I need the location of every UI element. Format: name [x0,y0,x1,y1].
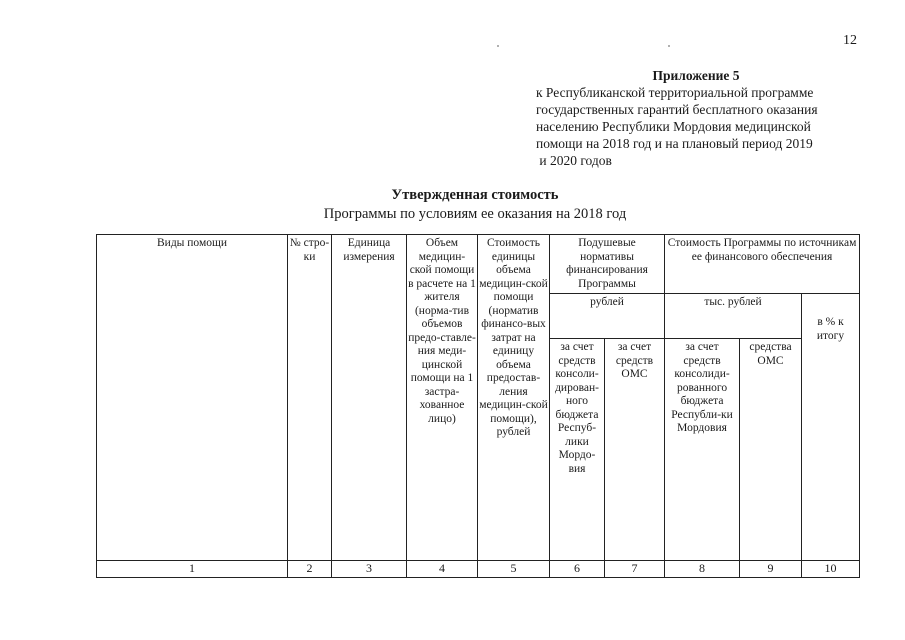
scan-speck [668,45,670,47]
column-number: 9 [740,561,802,578]
header-volume: Объем медицин-ской помощи в расчете на 1 жителя (норма-тив объемов предо-ставле-ния меди-цинской помощи на 1 застра-хованное лицо) [407,235,478,561]
appendix-line: к Республиканской территориальной программе [536,85,814,100]
page-number: 12 [843,33,857,48]
column-number: 4 [407,561,478,578]
header-cost-by-source: Стоимость Программы по источникам ее финансового обеспечения [665,235,860,294]
header-oms-thousand: средства ОМС [740,339,802,561]
column-number: 8 [665,561,740,578]
appendix-line: населению Республики Мордовия медицинской [536,119,811,134]
column-number: 6 [550,561,605,578]
header-types-of-care: Виды помощи [97,235,288,561]
header-budget-rubles: за счет средств консоли-дирован-ного бюджета Респуб-лики Мордо-вия [550,339,605,561]
scan-speck [497,45,499,47]
appendix-line: помощи на 2018 год и на плановый период 2019 [536,136,813,151]
column-number: 10 [802,561,860,578]
appendix-line: и 2020 годов [536,153,612,168]
column-number: 3 [332,561,407,578]
header-per-capita: Подушевые нормативы финансирования Программы [550,235,665,294]
header-row-number: № стро-ки [288,235,332,561]
column-number-row [97,561,860,578]
column-number: 7 [605,561,665,578]
appendix-line: государственных гарантий бесплатного оказания [536,102,818,117]
header-budget-thousand: за счет средств консолиди-рованного бюджета Республи-ки Мордовия [665,339,740,561]
appendix-title: Приложение 5 [652,68,740,83]
header-oms-rubles: за счет средств ОМС [605,339,665,561]
header-unit: Единица измерения [332,235,407,561]
column-number: 1 [97,561,288,578]
header-unit-cost: Стоимость единицы объема медицин-ской помощи (норматив финансо-вых затрат на единицу объема предостав-ления медицин-ской помощи), рублей [478,235,550,561]
header-rubles: рублей [550,294,665,339]
header-thousand-rubles: тыс. рублей [665,294,802,339]
cost-table [96,234,860,578]
column-number: 2 [288,561,332,578]
heading-subtitle: Программы по условиям ее оказания на 2018 год [323,206,627,222]
header-percent-total: в % к итогу [802,294,860,561]
column-number: 5 [478,561,550,578]
document-heading [0,186,905,224]
heading-title: Утвержденная стоимость [391,187,559,203]
appendix-block [536,67,866,169]
